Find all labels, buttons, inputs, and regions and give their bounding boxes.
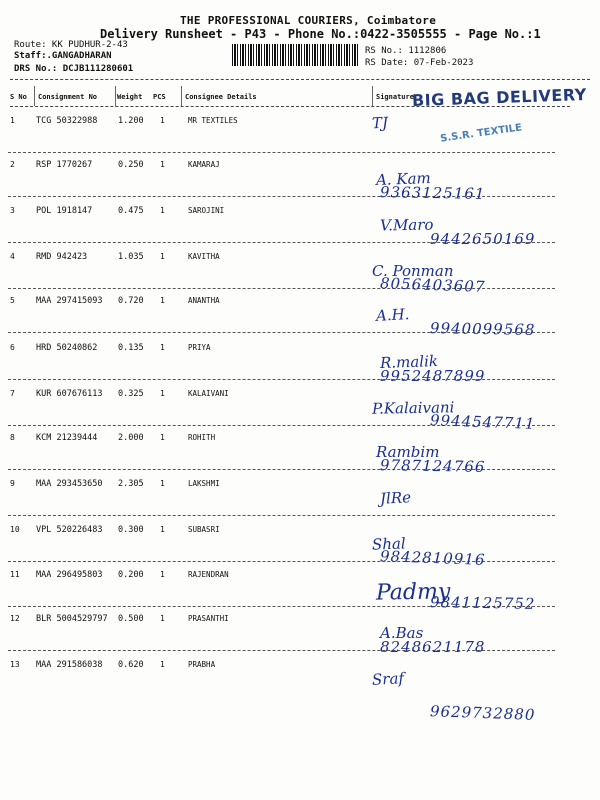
handwritten-signature: JlRe [379,488,412,508]
pcs-value: 1 [160,160,165,169]
row-divider [8,152,555,153]
row-sno: 6 [10,343,15,352]
route-label: Route: KK PUDHUR-2-43 [14,40,128,50]
consignment-number: BLR 5004529797 [36,614,108,624]
handwritten-signature: V.Maro [379,215,434,235]
receiver-stamp: S.S.R. TEXTILE [439,122,523,145]
handwritten-phone: 9944547711 [429,411,536,433]
pcs-value: 1 [160,479,165,488]
staff-label: Staff:.GANGADHARAN [14,51,112,61]
pcs-value: 1 [160,660,165,669]
weight-value: 0.620 [118,660,144,670]
consignment-number: POL 1918147 [36,206,93,216]
rs-number: RS No.: 1112806 [365,46,447,56]
consignment-number: MAA 297415093 [36,296,103,306]
consignee-name: PRIYA [188,343,211,352]
handwritten-phone: 9442650169 [430,230,536,248]
weight-value: 2.305 [118,479,144,489]
table-row [0,389,600,433]
weight-value: 0.720 [118,296,144,306]
consignee-name: KAVITHA [188,252,220,261]
barcode [232,44,360,66]
col-sep [372,86,373,106]
handwritten-signature: A.H. [375,305,410,325]
handwritten-signature: R.malik [379,351,439,373]
weight-value: 0.300 [118,525,144,535]
row-sno: 3 [10,206,15,215]
handwritten-signature: A. Kam [375,169,432,189]
consignee-name: ROHITH [188,433,216,442]
row-sno: 8 [10,433,15,442]
handwritten-phone: 9952487899 [380,367,486,385]
consignee-name: PRABHA [188,660,216,669]
pcs-value: 1 [160,252,165,261]
col-header-consignment: Consignment No [38,93,98,101]
pcs-value: 1 [160,116,165,125]
handwritten-phone: 9841125752 [429,593,536,613]
weight-value: 0.200 [118,570,144,580]
col-header-pcs: PCS [153,93,166,101]
consignee-name: MR TEXTILES [188,116,238,125]
consignee-name: KAMARAJ [188,160,220,169]
drs-number: DRS No.: DCJB111280601 [14,64,134,74]
consignment-number: TCG 50322988 [36,116,98,126]
table-row [0,614,600,656]
weight-value: 2.000 [118,433,144,443]
consignee-name: PRASANTHI [188,614,229,623]
pcs-value: 1 [160,614,165,623]
consignment-number: MAA 296495803 [36,570,103,580]
handwritten-phone: 9629732880 [429,702,536,724]
col-sep [181,86,182,106]
pcs-value: 1 [160,570,165,579]
consignee-name: RAJENDRAN [188,570,229,579]
weight-value: 0.325 [118,389,144,399]
weight-value: 1.035 [118,252,144,262]
consignment-number: MAA 293453650 [36,479,103,489]
consignment-number: RSP 1770267 [36,160,93,170]
col-header-sno: S No [10,93,27,101]
pcs-value: 1 [160,525,165,534]
consignee-name: SAROJINI [188,206,225,215]
row-divider [8,515,555,516]
handwritten-signature: Shal [371,534,406,554]
handwritten-signature: Rambim [376,443,440,461]
table-row [0,206,600,248]
table-row [0,433,600,476]
col-sep [34,86,35,106]
row-sno: 2 [10,160,15,169]
consignment-number: HRD 50240862 [36,343,98,353]
row-sno: 7 [10,389,15,398]
table-row [0,113,600,154]
pcs-value: 1 [160,343,165,352]
table-row [0,525,600,569]
col-header-consignee: Consignee Details [185,93,257,101]
handwritten-signature: Padmy [375,579,451,606]
col-sep [115,86,116,106]
row-sno: 10 [10,525,20,534]
pcs-value: 1 [160,433,165,442]
consignee-name: ANANTHA [188,296,220,305]
handwritten-signature: Sraf [371,669,405,689]
consignment-number: KUR 607676113 [36,389,103,399]
row-sno: 13 [10,660,20,669]
pcs-value: 1 [160,296,165,305]
handwritten-phone: 9940099568 [429,319,536,339]
handwritten-phone: 9842810916 [379,547,486,569]
consignment-number: RMD 942423 [36,252,88,262]
runsheet-title: Delivery Runsheet - P43 - Phone No.:0422-3505555 - Page No.:1 [100,27,541,41]
row-sno: 12 [10,614,20,623]
pcs-value: 1 [160,389,165,398]
consignment-number: MAA 291586038 [36,660,103,670]
table-row [0,252,600,296]
header-divider [10,79,590,80]
weight-value: 0.135 [118,343,144,353]
consignee-name: KALAIVANI [188,389,229,398]
consignee-name: LAKSHMI [188,479,220,488]
table-row [0,343,600,385]
row-sno: 1 [10,116,15,125]
handwritten-signature: C. Ponman [372,262,454,280]
weight-value: 1.200 [118,116,144,126]
table-row [0,296,600,339]
consignment-number: VPL 520226483 [36,525,103,535]
col-header-signature: Signature [376,93,414,101]
row-sno: 5 [10,296,15,305]
table-row [0,660,600,724]
handwritten-phone: 9363125161 [379,183,486,203]
col-header-weight: Weight [117,93,143,101]
weight-value: 0.475 [118,206,144,216]
company-name: THE PROFESSIONAL COURIERS, Coimbatore [180,14,437,27]
handwritten-phone: 8056403607 [379,274,486,296]
table-row [0,479,600,517]
handwritten-phone: 9787124766 [379,456,486,476]
table-row [0,570,600,613]
row-sno: 9 [10,479,15,488]
consignment-number: KCM 21239444 [36,433,98,443]
table-row [0,160,600,203]
rs-date: RS Date: 07-Feb-2023 [365,58,474,68]
handwritten-signature: A.Bas [380,624,424,642]
consignee-name: SUBASRI [188,525,220,534]
pcs-value: 1 [160,206,165,215]
handwritten-phone: 8248621178 [380,638,486,656]
big-bag-delivery-stamp: BIG BAG DELIVERY [411,84,588,111]
handwritten-signature: P.Kalaivani [371,398,455,418]
weight-value: 0.500 [118,614,144,624]
row-sno: 11 [10,570,20,579]
weight-value: 0.250 [118,160,144,170]
handwritten-signature: TJ [371,113,389,133]
row-sno: 4 [10,252,15,261]
